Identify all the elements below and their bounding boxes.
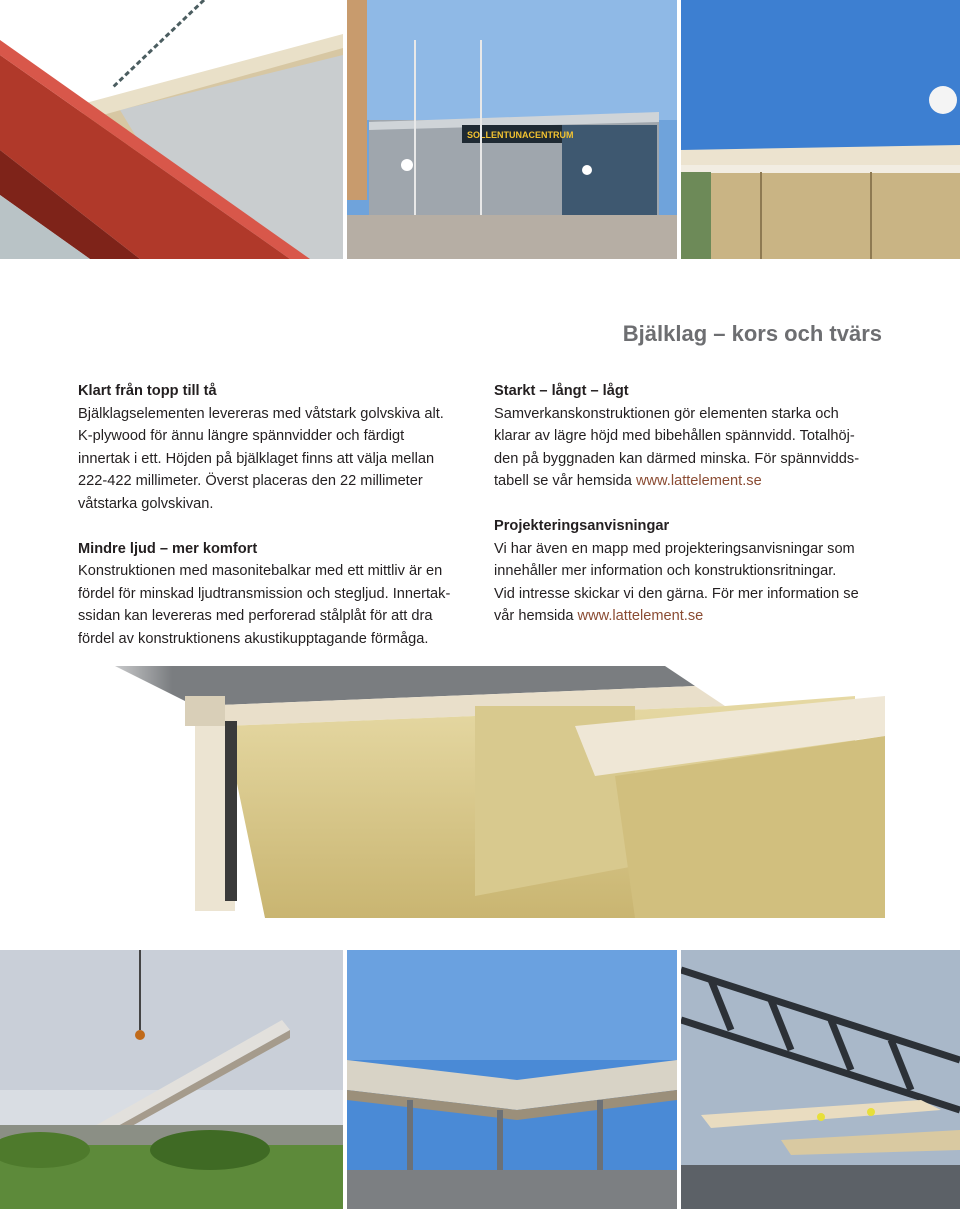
section-body — [494, 538, 886, 628]
website-link[interactable]: www.lattelement.se — [577, 608, 704, 625]
photo-crane-lifting-element — [0, 950, 343, 1209]
sign-text: SOLLENTUNACENTRUM — [467, 130, 574, 140]
photo-steel-beam-element — [0, 0, 343, 259]
section-body-text: Samverkanskonstruktionen gör elementen starka och klarar av lägre höjd med bibehållen spännvidd. Totalhöj- den på byggnaden kan därmed minska. För spännvidds- tabell se vår hemsida — [494, 405, 860, 490]
section-body-text: Vi har även en mapp med projekteringsanvisningar som innehåller mer information och konstruktionsritningar. Vid intresse skickar vi den gärna. För mer information se vår hemsida — [494, 540, 859, 625]
section-heading: Klart från topp till tå — [78, 383, 217, 399]
section-klart — [78, 380, 473, 516]
photo-roof-element-building — [681, 0, 960, 259]
page-title: Bjälklag – kors och tvärs — [622, 321, 882, 346]
section-mindre-ljud — [78, 538, 473, 651]
section-projektering — [494, 515, 886, 628]
section-body — [494, 403, 886, 493]
floor-element-cutaway-illustration — [75, 666, 885, 918]
section-body: Konstruktionen med masonitebalkar med ett mittliv är en fördel för minskad ljudtransmission och stegljud. Innertak- ssidan kan levereras med perforerad stålplåt för att dra fördel av konstruktionens akustikupptagande förmåga. — [78, 563, 451, 647]
photo-truss-installation — [681, 950, 960, 1209]
photo-sollentuna-centrum — [347, 0, 677, 259]
section-body: Bjälklagselementen levereras med våtstark golvskiva alt. K-plywood för ännu längre spännvidder och färdigt innertak i ett. Höjden på bjälklaget finns att välja mellan 222-422 millimeter. Överst placeras den 22 millimeter våtstarka golvskivan. — [78, 405, 444, 512]
section-heading: Projekteringsanvisningar — [494, 517, 670, 534]
website-link[interactable]: www.lattelement.se — [635, 473, 762, 490]
photo-steel-frame-roof — [347, 950, 677, 1209]
section-heading: Starkt – långt – lågt — [494, 383, 629, 399]
section-starkt — [494, 380, 886, 493]
right-column — [494, 380, 886, 650]
section-heading: Mindre ljud – mer komfort — [78, 540, 258, 557]
left-column — [78, 380, 473, 673]
